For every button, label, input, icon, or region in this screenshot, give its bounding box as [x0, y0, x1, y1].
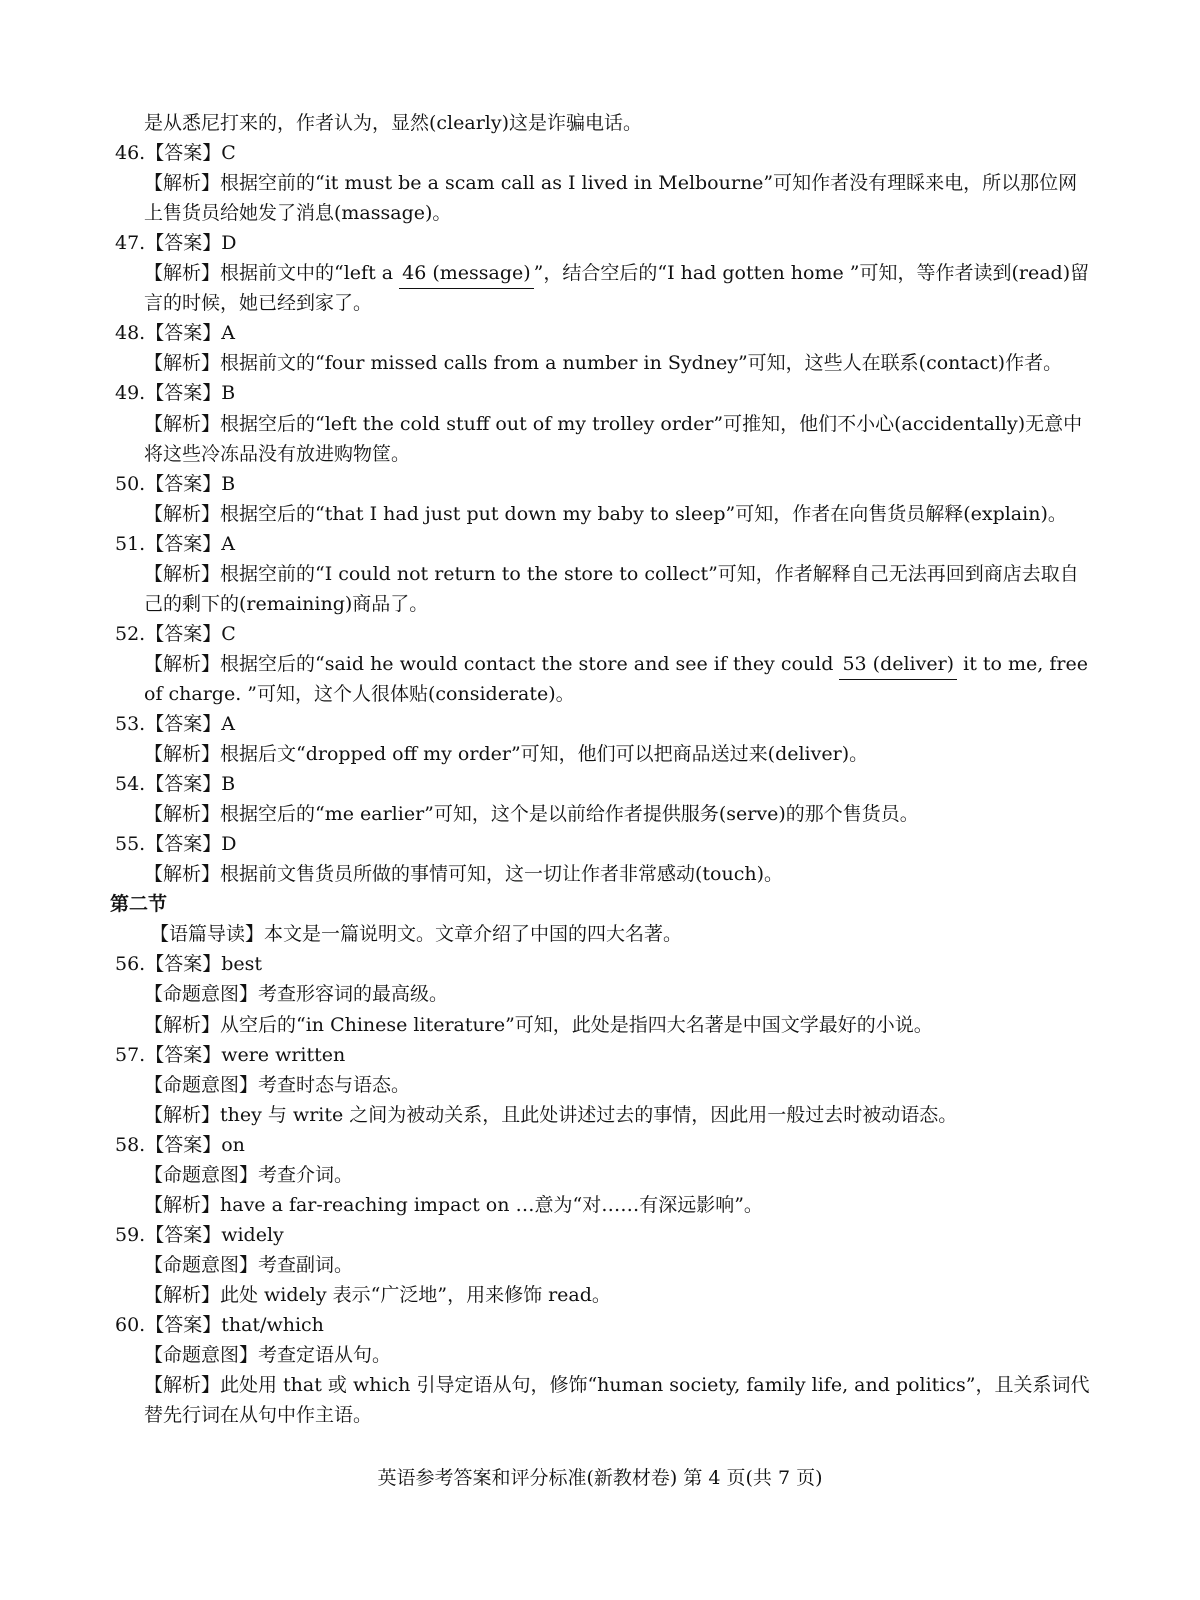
analysis-line	[0, 1400, 1200, 1430]
line-text: 【解析】根据后文“dropped off my order”可知，他们可以把商品送过来(deliver)。	[144, 743, 869, 766]
line-text-continued: ”，结合空后的“I had gotten home ”可知，等作者读到(read)留	[533, 262, 1090, 285]
line-text: 言的时候，她已经到家了。	[144, 292, 373, 315]
line-text: 【解析】根据前文售货员所做的事情可知，这一切让作者非常感动(touch)。	[144, 863, 784, 886]
analysis-line	[0, 409, 1200, 439]
analysis-line	[0, 439, 1200, 469]
line-text: 【命题意图】考查副词。	[144, 1253, 354, 1276]
line-text: 【解析】此处 widely 表示“广泛地”，用来修饰 read。	[144, 1283, 611, 1306]
analysis-line	[0, 649, 1200, 679]
line-text: 上售货员给她发了消息(massage)。	[144, 202, 452, 225]
analysis-line	[0, 1070, 1200, 1100]
line-text: 55.【答案】D	[115, 833, 237, 856]
line-text: 59.【答案】widely	[115, 1223, 284, 1246]
analysis-line	[0, 1280, 1200, 1310]
page-footer: 英语参考答案和评分标准(新教材卷) 第 4 页(共 7 页)	[377, 1467, 823, 1489]
analysis-line	[0, 198, 1200, 228]
line-text-continued: it to me, free	[957, 652, 1088, 675]
analysis-line	[0, 1190, 1200, 1220]
line-text: 第二节	[110, 893, 168, 916]
section-heading	[0, 889, 1200, 919]
analysis-line	[0, 1100, 1200, 1130]
answer-number-line	[0, 228, 1200, 258]
line-text: 47.【答案】D	[115, 232, 237, 255]
answer-number-line	[0, 469, 1200, 499]
analysis-line	[0, 258, 1200, 288]
analysis-line	[0, 1340, 1200, 1370]
analysis-line	[0, 739, 1200, 769]
answer-number-line	[0, 529, 1200, 559]
line-text: 【命题意图】考查形容词的最高级。	[144, 983, 449, 1006]
answer-number-line	[0, 1310, 1200, 1340]
analysis-line	[0, 799, 1200, 829]
analysis-line	[0, 919, 1200, 949]
line-text: 60.【答案】that/which	[115, 1314, 324, 1336]
line-text: 【命题意图】考查介词。	[144, 1163, 354, 1186]
line-text: 58.【答案】on	[115, 1133, 245, 1156]
line-text: 【解析】此处用 that 或 which 引导定语从句，修饰“human society, family life, and politics”，且关系词代	[144, 1374, 1090, 1397]
line-text: 【解析】根据前文中的“left a	[144, 262, 400, 285]
line-text: 56.【答案】best	[115, 953, 263, 976]
answer-number-line	[0, 709, 1200, 739]
analysis-line	[0, 559, 1200, 589]
answer-number-line	[0, 1040, 1200, 1070]
line-text: 【解析】根据空后的“said he would contact the store and see if they could	[144, 652, 840, 675]
line-text: 【解析】从空后的“in Chinese literature”可知，此处是指四大名著是中国文学最好的小说。	[144, 1013, 933, 1036]
analysis-line	[0, 979, 1200, 1009]
underlined-blank: 53 (deliver)	[839, 649, 957, 680]
line-text: 51.【答案】A	[115, 532, 235, 555]
line-text: 53.【答案】A	[115, 713, 235, 735]
line-text: 【解析】have a far-reaching impact on …意为“对……有深远影响”。	[144, 1193, 763, 1216]
line-text: 46.【答案】C	[115, 142, 236, 165]
answer-number-line	[0, 318, 1200, 348]
answer-number-line	[0, 769, 1200, 799]
line-text: 【命题意图】考查时态与语态。	[144, 1073, 411, 1096]
analysis-line	[0, 499, 1200, 529]
line-text: 己的剩下的(remaining)商品了。	[144, 592, 429, 615]
analysis-line	[0, 589, 1200, 619]
line-text: 49.【答案】B	[115, 382, 236, 405]
analysis-line	[0, 168, 1200, 198]
line-text: 是从悉尼打来的，作者认为，显然(clearly)这是诈骗电话。	[144, 112, 643, 134]
analysis-line	[0, 108, 1200, 138]
line-text: 【命题意图】考查定语从句。	[144, 1344, 392, 1367]
answer-number-line	[0, 1130, 1200, 1160]
line-text: of charge. ”可知，这个人很体贴(considerate)。	[144, 682, 575, 705]
line-text: 替先行词在从句中作主语。	[144, 1404, 373, 1427]
line-text: 48.【答案】A	[115, 322, 235, 345]
line-text: 【解析】根据空后的“that I had just put down my baby to sleep”可知，作者在向售货员解释(explain)。	[144, 502, 1067, 525]
answer-number-line	[0, 829, 1200, 859]
analysis-line	[0, 288, 1200, 318]
line-text: 52.【答案】C	[115, 622, 236, 645]
analysis-line	[0, 1370, 1200, 1400]
line-text: 50.【答案】B	[115, 472, 236, 495]
analysis-line	[0, 1250, 1200, 1280]
line-text: 【解析】根据空前的“I could not return to the store to collect”可知，作者解释自己无法再回到商店去取自	[144, 562, 1079, 585]
line-text: 【解析】根据空前的“it must be a scam call as I lived in Melbourne”可知作者没有理睬来电，所以那位网	[144, 172, 1078, 195]
answer-number-line	[0, 138, 1200, 168]
analysis-line	[0, 859, 1200, 889]
line-text: 57.【答案】were written	[115, 1043, 346, 1066]
line-text: 【解析】根据空后的“left the cold stuff out of my trolley order”可推知，他们不小心(accidentally)无意中	[144, 412, 1083, 435]
answer-number-line	[0, 619, 1200, 649]
analysis-line	[0, 679, 1200, 709]
answer-number-line	[0, 378, 1200, 408]
line-text: 【解析】they 与 write 之间为被动关系，且此处讲述过去的事情，因此用一般过去时被动语态。	[144, 1103, 958, 1126]
analysis-line	[0, 1010, 1200, 1040]
line-text: 将这些冷冻品没有放进购物筐。	[144, 442, 411, 465]
line-text: 【解析】根据前文的“four missed calls from a number in Sydney”可知，这些人在联系(contact)作者。	[144, 352, 1063, 375]
line-text: 【语篇导读】本文是一篇说明文。文章介绍了中国的四大名著。	[150, 923, 683, 946]
underlined-blank: 46 (message)	[399, 258, 534, 289]
line-text: 【解析】根据空后的“me earlier”可知，这个是以前给作者提供服务(serve)的那个售货员。	[144, 803, 919, 826]
answer-number-line	[0, 1220, 1200, 1250]
line-text: 54.【答案】B	[115, 773, 236, 796]
answer-number-line	[0, 949, 1200, 979]
analysis-line	[0, 1160, 1200, 1190]
analysis-line	[0, 348, 1200, 378]
